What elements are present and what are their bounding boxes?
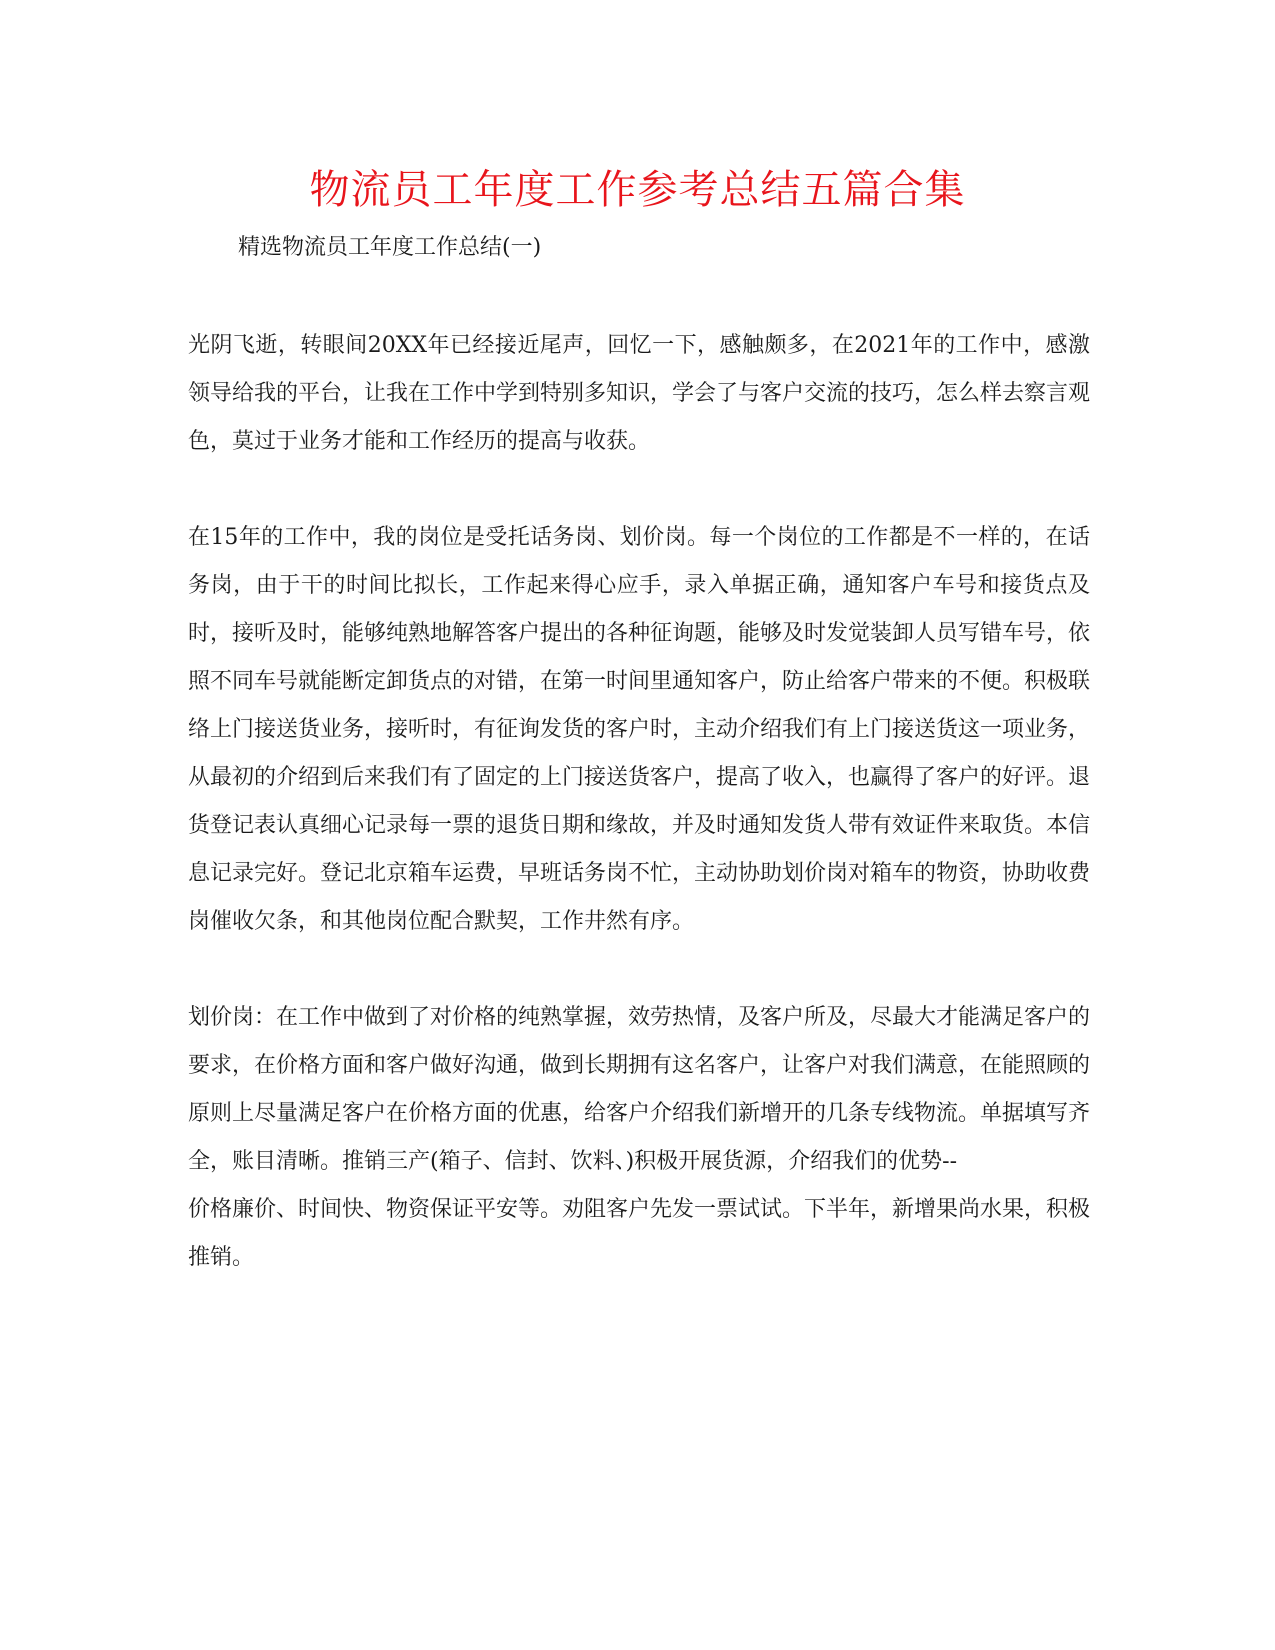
- paragraph-phone-desk: 在15年的工作中，我的岗位是受托话务岗、划价岗。每一个岗位的工作都是不一样的，在话务岗，由于干的时间比拟长，工作起来得心应手，录入单据正确，通知客户车号和接货点及时，接听及时，能够纯熟地解答客户提出的各种征询题，能够及时发觉装卸人员写错车号，依照不同车号就能断定卸货点的对错，在第一时间里通知客户，防止给客户带来的不便。积极联络上门接送货业务，接听时，有征询发货的客户时，主动介绍我们有上门接送货这一项业务，从最初的介绍到后来我们有了固定的上门接送货客户，提高了收入，也赢得了客户的好评。退货登记表认真细心记录每一票的退货日期和缘故，并及时通知发货人带有效证件来取货。本信息记录完好。登记北京箱车运费，早班话务岗不忙，主动协助划价岗对箱车的物资，协助收费岗催收欠条，和其他岗位配合默契，工作井然有序。: [188, 525, 1091, 934]
- paragraph-pricing-desk: 划价岗：在工作中做到了对价格的纯熟掌握，效劳热情，及客户所及，尽最大才能满足客户的要求，在价格方面和客户做好沟通，做到长期拥有这名客户，让客户对我们满意，在能照顾的原则上尽量满足客户在价格方面的优惠，给客户介绍我们新增开的几条专线物流。单据填写齐全，账目清晰。推销三产(箱子、信封、饮料、)积极开展货源，介绍我们的优势--: [188, 1005, 1091, 1174]
- document-body: [188, 322, 1090, 1282]
- document-title: 物流员工年度工作参考总结五篇合集: [309, 167, 966, 213]
- paragraph-gap: [188, 466, 1090, 514]
- paragraph-gap: [188, 946, 1090, 994]
- paragraph-intro: 光阴飞逝，转眼间20XX年已经接近尾声，回忆一下，感触颇多，在2021年的工作中，感激领导给我的平台，让我在工作中学到特别多知识，学会了与客户交流的技巧，怎么样去察言观色，莫过于业务才能和工作经历的提高与收获。: [188, 333, 1091, 454]
- document-subtitle: 精选物流员工年度工作总结(一): [238, 235, 542, 260]
- paragraph-pricing-advantages: 价格廉价、时间快、物资保证平安等。劝阻客户先发一票试试。下半年，新增果尚水果，积极推销。: [188, 1197, 1091, 1270]
